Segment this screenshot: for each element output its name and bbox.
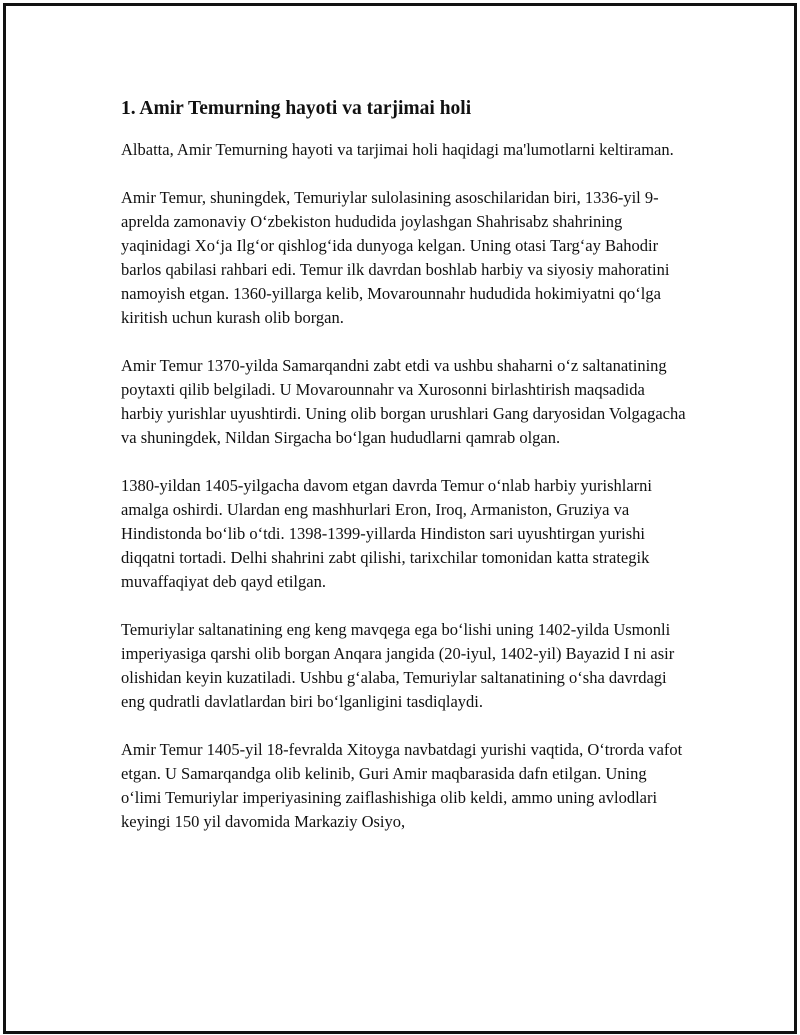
section-heading: 1. Amir Temurning hayoti va tarjimai holi <box>121 98 472 119</box>
paragraph-ankara: Temuriylar saltanatining eng keng mavqega ega bo‘lishi uning 1402-yilda Usmonli imperiyasiga qarshi olib borgan Anqara jangida (20-iyul, 1402-yil) Bayazid I ni asir olishidan keyin kuzatiladi. Ushbu g‘alaba, Temuriylar saltanatining o‘sha davrdagi eng qudratli davlatlardan biri bo‘lganligini tasdiqlaydi. <box>121 620 675 711</box>
paragraph-campaigns: 1380-yildan 1405-yilgacha davom etgan davrda Temur o‘nlab harbiy yurishlarni amalga oshirdi. Ulardan eng mashhurlari Eron, Iroq, Armaniston, Gruziya va Hindistonda bo‘lib o‘tdi. 1398-1399-yillarda Hindiston sari uyushtirgan yurishi diqqatni tortadi. Delhi shahrini zabt qilishi, tarixchilar tomonidan katta strategik muvaffaqiyat deb qayd etilgan. <box>121 476 652 591</box>
paragraph-intro: Albatta, Amir Temurning hayoti va tarjimai holi haqidagi ma'lumotlarni keltiraman. <box>121 140 674 159</box>
page-frame <box>3 3 797 1034</box>
document-body <box>121 96 691 858</box>
paragraph-death: Amir Temur 1405-yil 18-fevralda Xitoyga navbatdagi yurishi vaqtida, O‘trorda vafot etgan. U Samarqandga olib kelinib, Guri Amir maqbarasida dafn etilgan. Uning o‘limi Temuriylar imperiyasining zaiflashishiga olib keldi, ammo uning avlodlari keyingi 150 yil davomida Markaziy Osiyo, <box>121 740 683 831</box>
paragraph-birth: Amir Temur, shuningdek, Temuriylar sulolasining asoschilaridan biri, 1336-yil 9-aprelda zamonaviy O‘zbekiston hududida joylashgan Shahrisabz shahrining yaqinidagi Xo‘ja Ilg‘or qishlog‘ida dunyoga kelgan. Uning otasi Targ‘ay Bahodir barlos qabilasi rahbari edi. Temur ilk davrdan boshlab harbiy va siyosiy mahoratini namoyish etgan. 1360-yillarga kelib, Movarounnahr hududida hokimiyatni qo‘lga kiritish uchun kurash olib borgan. <box>121 188 670 327</box>
paragraph-samarkand: Amir Temur 1370-yilda Samarqandni zabt etdi va ushbu shaharni o‘z saltanatining poytaxti qilib belgiladi. U Movarounnahr va Xurosonni birlashtirish maqsadida harbiy yurishlar uyushtirdi. Uning olib borgan urushlari Gang daryosidan Volgagacha va shuningdek, Nildan Sirgacha bo‘lgan hududlarni qamrab olgan. <box>121 356 686 447</box>
